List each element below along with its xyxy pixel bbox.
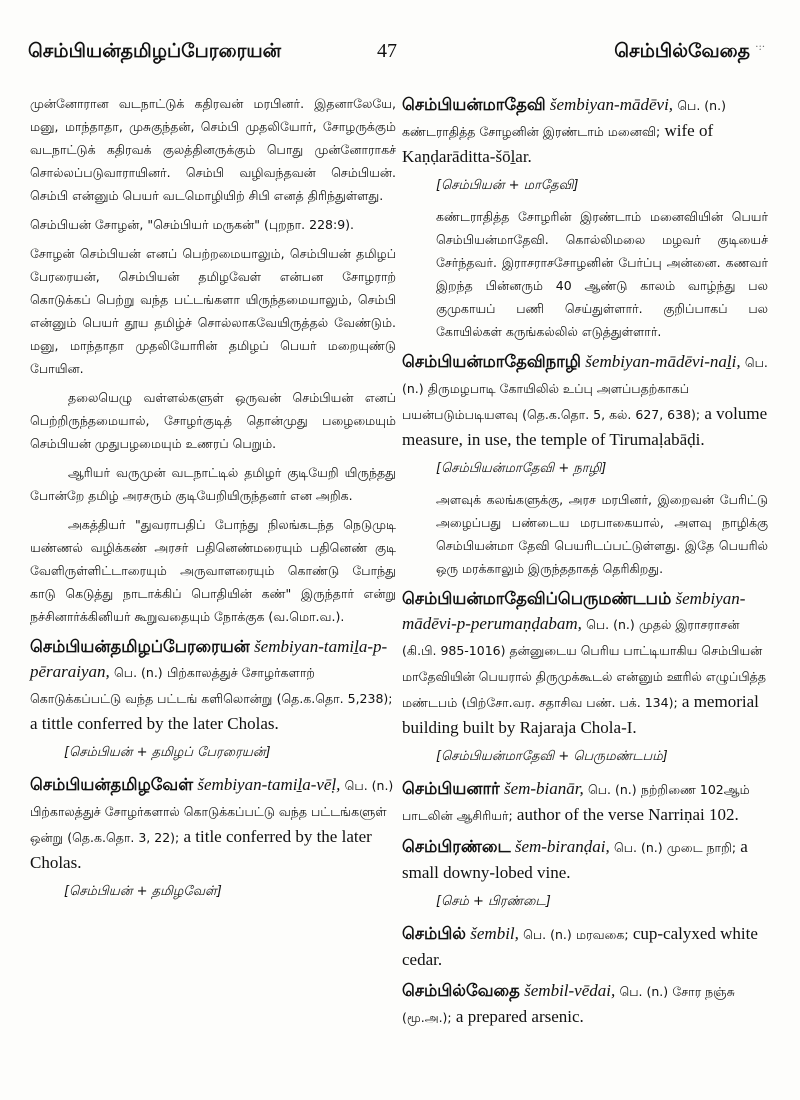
entry-headword: செம்பியன்தமிழவேள் (30, 775, 194, 794)
left-column (30, 92, 396, 911)
entry-pos: பெ. (n.) (402, 355, 768, 396)
entry-pos: பெ. (n.) (586, 617, 635, 632)
entry-transliteration: šembil-vēdai, (524, 981, 616, 1000)
continuation-paragraph: அகத்தியர் "துவராபதிப் போந்து நிலங்கடந்த நெடுமுடி யண்ணல் வழிக்கண் அரசர் பதினெண்மரையும் பதினெண் குடி வேளிருள்ளிட்டாரையும் அருவாளரையும் கொண்டு போந்து காடு கெடுத்து நாடாக்கிப் பொதியின் கண்" இருந்தார் என்று நச்சினார்க்கினியர் கூறுவதையும் நோக்குக (வ.மொ.வ.). (30, 517, 396, 624)
entry-transliteration: šem-biranḍai, (514, 837, 610, 856)
decorative-dots: ·:· (755, 42, 765, 53)
dictionary-entry (402, 586, 768, 740)
entry-english-gloss: a title conferred by the later Cholas. (30, 827, 372, 872)
entry-reference: (பிற்சோ.வர. சதாசிவ பண். பக். 134); (461, 695, 678, 710)
continuation-paragraph: செம்பியன் சோழன், "செம்பியர் மருகன்" (புறநா. 228:9). (30, 217, 354, 232)
entry-pos: பெ. (n.) (619, 984, 669, 999)
entry-tamil-gloss: முதல் இராசராசன் (கி.பி. 985-1016) தன்னுடைய பெரிய பாட்டியாகிய செம்பியன் மாதேவியின் பெயரால் திருமுக்கூடல் என்னும் ஊரில் எழுப்பித்த மண்டபம் (402, 617, 766, 710)
entry-etymology: [செம்பியன் + தமிழப் பேரரையன்] (64, 745, 271, 760)
entry-tamil-gloss: பிற்காலத்துச் சோழர்களால் கொடுக்கப்பட்டு வந்த பட்டங்களுள் ஒன்று (30, 804, 387, 845)
entry-pos: பெ. (n.) (614, 840, 663, 855)
entry-tamil-gloss: மரவகை; (576, 927, 629, 942)
page-header (0, 40, 800, 80)
entry-note: கண்டராதித்த சோழரின் இரண்டாம் மனைவியின் பெயர் செம்பியன்மாதேவி. கொல்லிமலை மழவர் குடியைச் சேர்ந்தவர். இராசராசசோழனின் பேர்ப்பு அன்னை. கணவர் இறந்த பின்னரும் 40 ஆண்டு காலம் வாழ்ந்து பல குமுகாயப் பணி செய்துள்ளார். குறிப்பாகப் பல கோயில்கள் கருங்கல்லில் எடுத்துள்ளார். (436, 209, 768, 339)
entry-transliteration: šem-bianār, (503, 779, 584, 798)
entry-transliteration: šembiyan-mādēvi-naḻi, (585, 352, 741, 371)
entry-reference: (தெ.க.தொ. 5, கல். 627, 638); (522, 407, 701, 422)
page-number: 47 (377, 40, 397, 62)
entry-pos: பெ. (n.) (523, 927, 572, 942)
entry-tamil-gloss: கண்டராதித்த சோழனின் இரண்டாம் மனைவி; (402, 124, 661, 139)
dictionary-entry (402, 776, 768, 828)
entry-pos: பெ. (n.) (588, 782, 637, 797)
entry-etymology: [செம்பியன்மாதேவி + நாழி] (436, 461, 607, 476)
entry-etymology: [செம் + பிரண்டை] (436, 894, 551, 909)
entry-transliteration: šembiyan-tamiḻa-vēḷ, (197, 775, 341, 794)
entry-headword: செம்பியனார் (402, 779, 500, 798)
entry-transliteration: šembiyan-mādēvi-p-perumaṇḍabam, (402, 589, 746, 633)
dictionary-entry (402, 921, 768, 972)
entry-pos: பெ. (n.) (677, 98, 726, 113)
entry-english-gloss: a volume measure, in use, the temple of Tirumaḷabāḍi. (402, 404, 768, 449)
entry-tamil-gloss: நற்றிணை 102ஆம் பாடலின் ஆசிரியர்; (402, 782, 750, 823)
entry-reference: (தெ.க.தொ. 3, 22); (67, 830, 180, 845)
continuation-paragraph: ஆரியர் வருமுன் வடநாட்டில் தமிழர் குடியேறி யிருந்தது போன்றே தமிழ் அரசரும் குடியேறியிருந்தனர் என அறிக. (30, 465, 396, 503)
entry-transliteration: šembiyan-mādēvi, (549, 95, 674, 114)
header-left-guideword: செம்பியன்தமிழப்பேரரையன் (28, 40, 282, 62)
dictionary-entry (30, 634, 396, 736)
entry-english-gloss: cup-calyxed white cedar. (402, 924, 758, 969)
entry-headword: செம்பில் (402, 924, 467, 943)
continuation-paragraph: சோழன் செம்பியன் எனப் பெற்றமையாலும், செம்பியன் தமிழப் பேரரையன், செம்பியன் தமிழவேள் என்பன சோழராற் கொடுக்கப் பெற்று வந்த பட்டங்களா யிருந்தமையாலும், செம்பி என்னும் பெயர் தூய தமிழ்ச் சொல்லாகவேயிருத்தல் வேண்டும். மனு, மாந்தாதா முதலியோரின் தமிழப் பெயர் மறையுண்டு போயின. (30, 246, 396, 376)
entry-english-gloss: wife of Kaṇḍarāditta-šōḻar. (402, 121, 714, 166)
dictionary-entry (402, 349, 768, 452)
entry-english-gloss: a small downy-lobed vine. (402, 837, 748, 882)
entry-tamil-gloss: திருமழபாடி கோயிலில் உப்பு அளப்பதற்காகப் பயன்படும்படியளவு (402, 381, 690, 422)
entry-english-gloss: author of the verse Narriṇai 102. (516, 805, 739, 824)
entry-tamil-gloss: பிற்காலத்துச் சோழர்களாற் கொடுக்கப்பட்டு வந்த பட்டங் களிலொன்று (30, 665, 315, 706)
continuation-paragraph: முன்னோரான வடநாட்டுக் கதிரவன் மரபினர். இதனாலேயே, மனு, மாந்தாதா, முசுகுந்தன், செம்பி முதலியோர், சோழருக்கும் வடநாட்டுக் கதிரவக் குலத்தினருக்கும் பொது முன்னோராகச் சொல்லப்படுவாராயினர். செம்பி வழிவந்தவன் செம்பியன். செம்பி என்னும் பெயர் வடமொழியிற் சிபி எனத் திரிந்துள்ளது. (30, 96, 396, 203)
entry-transliteration: šembil, (470, 924, 519, 943)
entry-reference: (தெ.க.தொ. 5,238); (276, 691, 393, 706)
entry-headword: செம்பிரண்டை (402, 837, 511, 856)
dictionary-entry (402, 978, 768, 1030)
entry-etymology: [செம்பியன் + மாதேவி] (436, 178, 579, 193)
entry-note: அளவுக் கலங்களுக்கு, அரச மரபினர், இறைவன் பேரிட்டு அழைப்பது பண்டைய மரபாகையால், அளவு நாழிக்கு செம்பியன்மா தேவி பெயரிடப்பட்டுள்ளது. இதே பெயரில் ஒரு மரக்காலும் இருந்ததாகத் தெரிகிறது. (436, 492, 768, 576)
entry-reference: (மூ.அ.); (402, 1010, 452, 1025)
entry-headword: செம்பியன்தமிழப்பேரரையன் (30, 637, 250, 656)
entry-headword: செம்பியன்மாதேவி (402, 95, 546, 114)
entry-english-gloss: a tittle conferred by the later Cholas. (30, 714, 279, 733)
dictionary-entry (402, 92, 768, 169)
entry-headword: செம்பில்வேதை (402, 981, 520, 1000)
entry-english-gloss: a memorial building built by Rajaraja Chola-I. (402, 692, 759, 737)
entry-tamil-gloss: முடை நாறி; (666, 840, 737, 855)
entry-etymology: [செம்பியன்மாதேவி + பெருமண்டபம்] (436, 749, 668, 764)
entry-headword: செம்பியன்மாதேவிப்பெருமண்டபம் (402, 589, 672, 608)
entry-pos: பெ. (n.) (344, 778, 394, 793)
dictionary-entry (402, 834, 768, 885)
entry-etymology: [செம்பியன் + தமிழவேள்] (64, 884, 222, 899)
entry-transliteration: šembiyan-tamiḻa-p-pēraraiyan, (30, 637, 388, 681)
right-column (402, 92, 768, 1036)
entry-english-gloss: a prepared arsenic. (455, 1007, 584, 1026)
header-right-guideword: செம்பில்வேதை (614, 40, 750, 62)
entry-tamil-gloss: சோர நஞ்சு (672, 984, 735, 999)
continuation-paragraph: தலையெழு வள்ளல்களுள் ஒருவன் செம்பியன் எனப் பெற்றிருந்தமையால், சோழர்குடித் தொன்முது பழைமையும் செம்பியன் முதுபழமையும் உணரப் பெறும். (30, 390, 396, 451)
entry-headword: செம்பியன்மாதேவிநாழி (402, 352, 582, 371)
dictionary-entry (30, 772, 396, 875)
entry-pos: பெ. (n.) (114, 665, 163, 680)
